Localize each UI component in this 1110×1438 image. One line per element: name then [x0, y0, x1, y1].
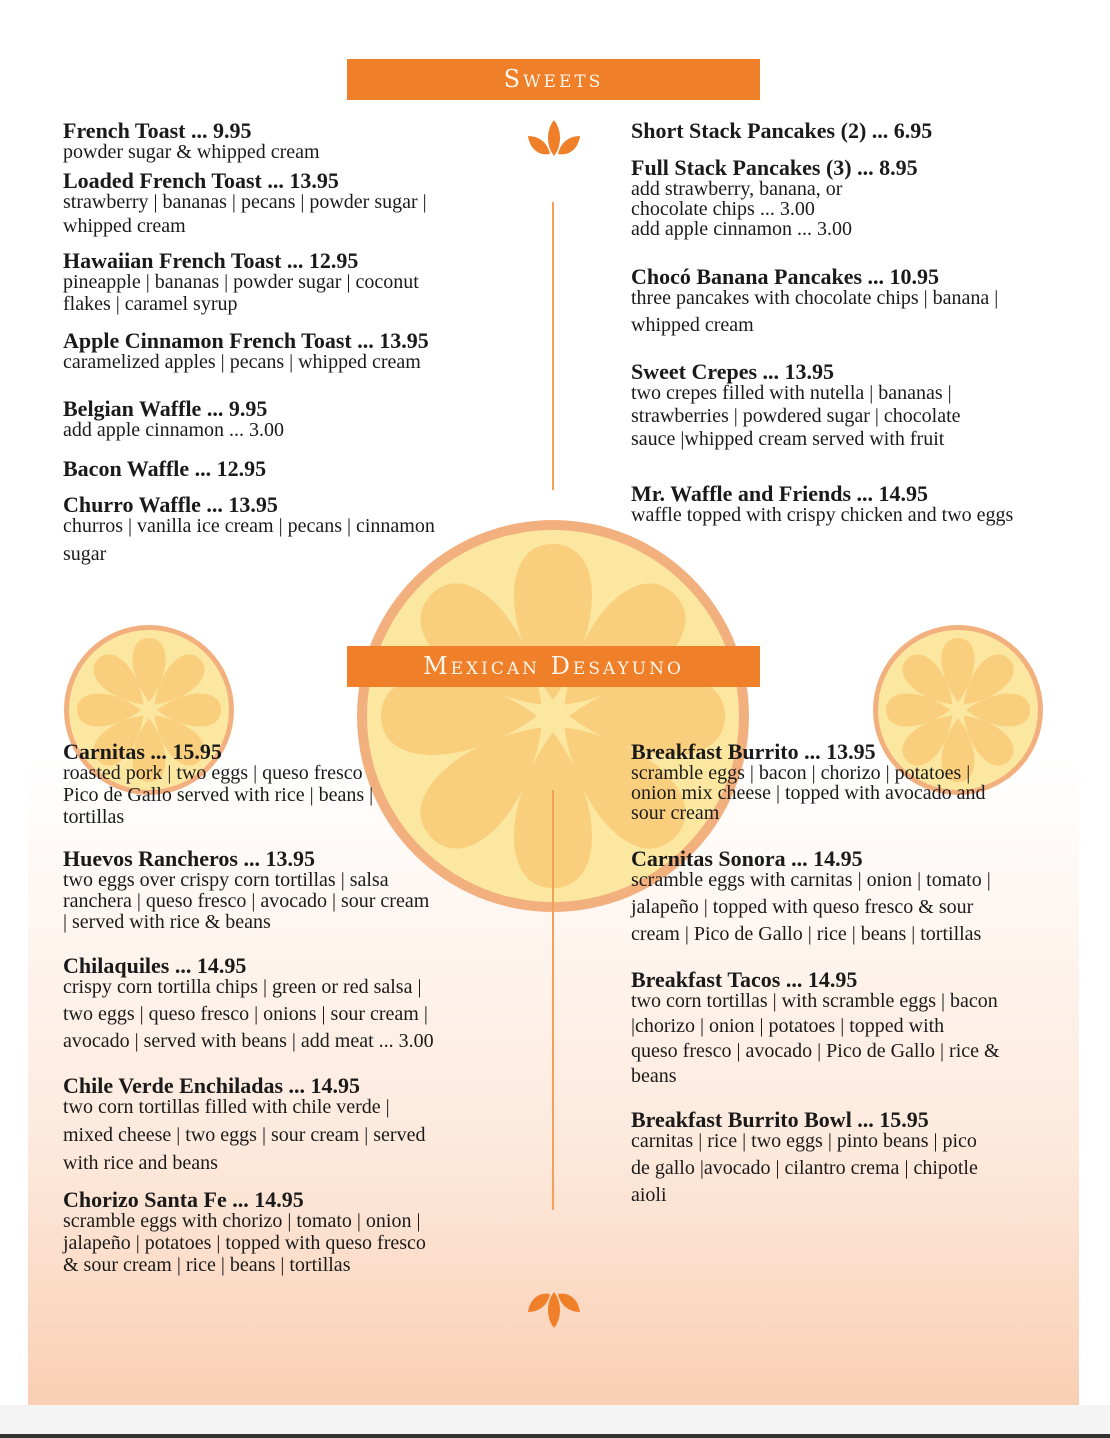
menu-item-description-line: pineapple | bananas | powder sugar | coconut	[63, 271, 419, 293]
menu-item-name: Carnitas ... 15.95	[63, 739, 222, 764]
menu-item-description-line: two corn tortillas filled with chile verde |	[63, 1096, 390, 1118]
menu-item-description-line: onion mix cheese | topped with avocado and	[631, 782, 986, 804]
menu-item-description	[63, 272, 419, 316]
menu-item	[63, 330, 429, 372]
menu-item-description-line: Pico de Gallo served with rice | beans |	[63, 784, 374, 806]
menu-item-name: Apple Cinnamon French Toast ... 13.95	[63, 328, 429, 353]
menu-item	[63, 848, 429, 933]
menu-item-description-line: powder sugar & whipped cream	[63, 141, 320, 163]
menu-item-description	[63, 420, 284, 444]
menu-item-description	[63, 977, 434, 1058]
menu-item-description-line: two eggs | queso fresco | onions | sour cream |	[63, 1003, 428, 1025]
menu-item-description	[631, 288, 998, 342]
menu-item-description-line: two eggs over crispy corn tortillas | salsa	[63, 869, 389, 891]
menu-item-description-line: jalapeño | potatoes | topped with queso fresco	[63, 1232, 426, 1254]
menu-item-description-line: chocolate chips ... 3.00	[631, 198, 815, 220]
menu-item-description-line: queso fresco | avocado | Pico de Gallo | rice &	[631, 1040, 1000, 1062]
menu-item-name: Chile Verde Enchiladas ... 14.95	[63, 1073, 361, 1098]
menu-item-name: Huevos Rancheros ... 13.95	[63, 846, 315, 871]
menu-item-description	[63, 352, 429, 372]
menu-item-description-line: whipped cream	[631, 314, 754, 336]
menu-item-description	[63, 1211, 426, 1277]
menu-item-name: Breakfast Burrito ... 13.95	[631, 739, 876, 764]
menu-item-description-line: with rice and beans	[63, 1152, 218, 1174]
menu-item-description-line: three pancakes with chocolate chips | banana |	[631, 287, 999, 309]
menu-item	[631, 1109, 978, 1212]
menu-item-description-line: add apple cinnamon ... 3.00	[631, 218, 853, 240]
menu-item-name: Chocó Banana Pancakes ... 10.95	[631, 264, 940, 289]
menu-item-description-line: avocado | served with beans | add meat ... 3.00	[63, 1030, 434, 1052]
menu-item-name: Carnitas Sonora ... 14.95	[631, 846, 863, 871]
menu-item	[631, 361, 961, 452]
menu-item	[631, 266, 998, 342]
menu-item-description	[631, 763, 985, 823]
menu-item	[631, 483, 1013, 525]
menu-item-description	[63, 516, 435, 572]
menu-item-description-line: | served with rice & beans	[63, 911, 271, 933]
menu-item-description	[631, 870, 991, 951]
menu-item-description-line: carnitas | rice | two eggs | pinto beans | pico	[631, 1130, 977, 1152]
menu-item-description-line: cream | Pico de Gallo | rice | beans | tortillas	[631, 923, 982, 945]
menu-item-description-line: churros | vanilla ice cream | pecans | cinnamon	[63, 515, 435, 537]
menu-item-description	[631, 991, 1000, 1091]
menu-item	[63, 458, 266, 480]
menu-item-description-line: whipped cream	[63, 215, 186, 237]
menu-item-description-line: sour cream	[631, 802, 720, 824]
column-divider	[552, 790, 554, 1210]
menu-item	[631, 848, 991, 951]
menu-item-name: Short Stack Pancakes (2) ... 6.95	[631, 118, 933, 143]
menu-item-description-line: ranchera | queso fresco | avocado | sour cream	[63, 890, 430, 912]
menu-item-name: Chilaquiles ... 14.95	[63, 953, 247, 978]
menu-item-description-line: de gallo |avocado | cilantro crema | chipotle	[631, 1157, 978, 1179]
menu-item	[63, 494, 435, 572]
section-title-mexican-desayuno: Mexican Desayuno	[347, 646, 760, 687]
menu-item-description-line: waffle topped with crispy chicken and two eggs	[631, 504, 1014, 526]
page-bottom-border	[0, 1434, 1110, 1438]
menu-item	[631, 120, 932, 142]
menu-item-description-line: aioli	[631, 1184, 667, 1206]
menu-item-description-line: strawberries | powdered sugar | chocolate	[631, 405, 961, 427]
menu-item-name: Breakfast Tacos ... 14.95	[631, 967, 858, 992]
menu-item-description-line: sugar	[63, 543, 107, 565]
column-divider	[552, 202, 554, 490]
menu-item-description-line: caramelized apples | pecans | whipped cream	[63, 351, 421, 373]
menu-item-name: Loaded French Toast ... 13.95	[63, 168, 339, 193]
menu-item-description-line: mixed cheese | two eggs | sour cream | served	[63, 1124, 426, 1146]
menu-item	[63, 398, 284, 444]
menu-item-description-line: & sour cream | rice | beans | tortillas	[63, 1254, 351, 1276]
menu-item-name: Sweet Crepes ... 13.95	[631, 359, 835, 384]
menu-item-description-line: two crepes filled with nutella | bananas |	[631, 382, 952, 404]
menu-item	[63, 1189, 426, 1277]
menu-item-description-line: add strawberry, banana, or	[631, 178, 843, 200]
menu-item-description	[63, 763, 373, 829]
leaf-ornament-icon	[526, 1290, 582, 1330]
menu-item-description-line: scramble eggs | bacon | chorizo | potatoes |	[631, 762, 971, 784]
menu-item-description-line: beans	[631, 1065, 677, 1087]
menu-item	[63, 955, 434, 1058]
menu-item-description	[631, 505, 1013, 525]
menu-item	[63, 170, 427, 240]
menu-item-name: Mr. Waffle and Friends ... 14.95	[631, 481, 929, 506]
menu-item-description-line: tortillas	[63, 806, 125, 828]
menu-item	[63, 120, 320, 162]
menu-item-description-line: flakes | caramel syrup	[63, 293, 238, 315]
menu-item-description-line: add apple cinnamon ... 3.00	[63, 419, 285, 441]
menu-item-description	[631, 383, 961, 452]
menu-item-name: Chorizo Santa Fe ... 14.95	[63, 1187, 304, 1212]
menu-item	[631, 157, 918, 239]
menu-item-description-line: crispy corn tortilla chips | green or red salsa |	[63, 976, 422, 998]
menu-item-description-line: sauce |whipped cream served with fruit	[631, 428, 945, 450]
menu-item-description	[631, 1131, 978, 1212]
menu-item-name: Bacon Waffle ... 12.95	[63, 456, 267, 481]
menu-item-name: French Toast ... 9.95	[63, 118, 252, 143]
menu-item-description	[63, 192, 427, 240]
menu-item-description	[63, 142, 320, 162]
menu-item	[63, 250, 419, 316]
section-title-sweets: Sweets	[347, 59, 760, 100]
menu-item-description	[63, 870, 429, 933]
leaf-ornament-icon	[526, 118, 582, 158]
menu-item-name: Churro Waffle ... 13.95	[63, 492, 278, 517]
menu-item-description-line: |chorizo | onion | potatoes | topped with	[631, 1015, 945, 1037]
menu-item-description-line: roasted pork | two eggs | queso fresco	[63, 762, 363, 784]
menu-item	[63, 1075, 425, 1181]
menu-item-description	[63, 1097, 425, 1181]
menu-item-description-line: scramble eggs with chorizo | tomato | onion |	[63, 1210, 421, 1232]
menu-item-name: Hawaiian French Toast ... 12.95	[63, 248, 359, 273]
menu-item-name: Belgian Waffle ... 9.95	[63, 396, 268, 421]
menu-item-description	[631, 179, 918, 239]
menu-item	[63, 741, 373, 829]
menu-item-description-line: jalapeño | topped with queso fresco & sour	[631, 896, 974, 918]
menu-item-description-line: scramble eggs with carnitas | onion | tomato |	[631, 869, 991, 891]
menu-item-description-line: strawberry | bananas | pecans | powder sugar |	[63, 191, 427, 213]
menu-item-name: Full Stack Pancakes (3) ... 8.95	[631, 155, 918, 180]
menu-item	[631, 741, 985, 823]
menu-item-description-line: two corn tortillas | with scramble eggs | bacon	[631, 990, 998, 1012]
menu-item	[631, 969, 1000, 1091]
menu-item-name: Breakfast Burrito Bowl ... 15.95	[631, 1107, 929, 1132]
